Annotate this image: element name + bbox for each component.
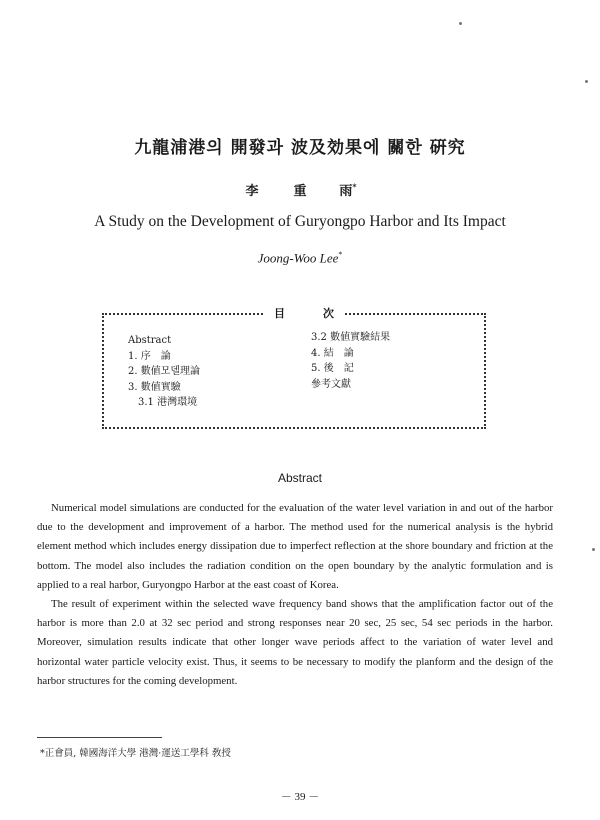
footnote-mark: * xyxy=(352,181,357,192)
author-char: 李 xyxy=(245,184,259,199)
scan-speck xyxy=(459,22,462,25)
footnote-rule xyxy=(37,737,162,738)
abstract-body xyxy=(37,499,553,691)
toc-item: 5. 後 記 xyxy=(311,363,354,374)
scan-speck xyxy=(585,80,588,83)
toc-item: Abstract xyxy=(128,335,172,346)
toc-heading: 目 次 xyxy=(264,305,344,321)
toc-item: 3.2 數値實驗結果 xyxy=(311,332,391,343)
footnote: *正會員, 韓國海洋大學 港灣·運送工學科 敎授 xyxy=(40,748,231,759)
page-number: － 39 － xyxy=(280,791,320,803)
korean-author xyxy=(0,180,600,199)
author-char: 雨* xyxy=(339,181,357,199)
abstract-paragraph: The result of experiment within the selected wave frequency band shows that the amplification factor out of the harbor is more than 2.0 at 32 sec period and strong responses near 20 sec, 25 sec, 54 sec periods in the harbor. Moreover, simulation results indicate that other longer wave periods affect to the variation of water level and horizontal water particle velocity exist. Thus, it seems to be necessary to modify the planform and the design of the harbor structures for the coming development. xyxy=(37,598,553,687)
toc-right-column xyxy=(311,330,390,392)
table-of-contents xyxy=(102,307,486,429)
toc-item: 2. 數値모델理論 xyxy=(128,366,201,377)
english-title: A Study on the Development of Guryongpo Harbor and Its Impact xyxy=(94,213,506,230)
toc-left-column xyxy=(128,333,200,411)
toc-item: 1. 序 論 xyxy=(128,350,171,362)
footnote-mark: * xyxy=(338,250,343,259)
english-author xyxy=(0,250,600,266)
author-char: 重 xyxy=(293,184,307,199)
toc-item: 3.1 港灣環境 xyxy=(138,397,198,408)
scan-speck xyxy=(592,548,595,551)
abstract-heading: Abstract xyxy=(277,471,322,485)
toc-item: 參考文獻 xyxy=(311,378,351,390)
toc-item: 3. 數値實驗 xyxy=(128,381,181,393)
toc-item: 4. 結 論 xyxy=(311,347,354,359)
author-name: Joong-Woo Lee xyxy=(257,250,339,266)
abstract-paragraph: Numerical model simulations are conducted for the evaluation of the water level variation in and out of the harbor due to the development and improvement of a harbor. The method used for the numerical analysis is the hybrid element method which includes energy dissipation due to imperfect reflection at the shore boundary and friction at the bottom. The model also includes the radiation condition on the open boundary by the analytic formulation and is applied to a real harbor, Guryongpo Harbor at the east coast of Korea. xyxy=(37,502,553,591)
korean-title: 九龍浦港의 開發과 波及効果에 關한 硏究 xyxy=(134,138,466,158)
